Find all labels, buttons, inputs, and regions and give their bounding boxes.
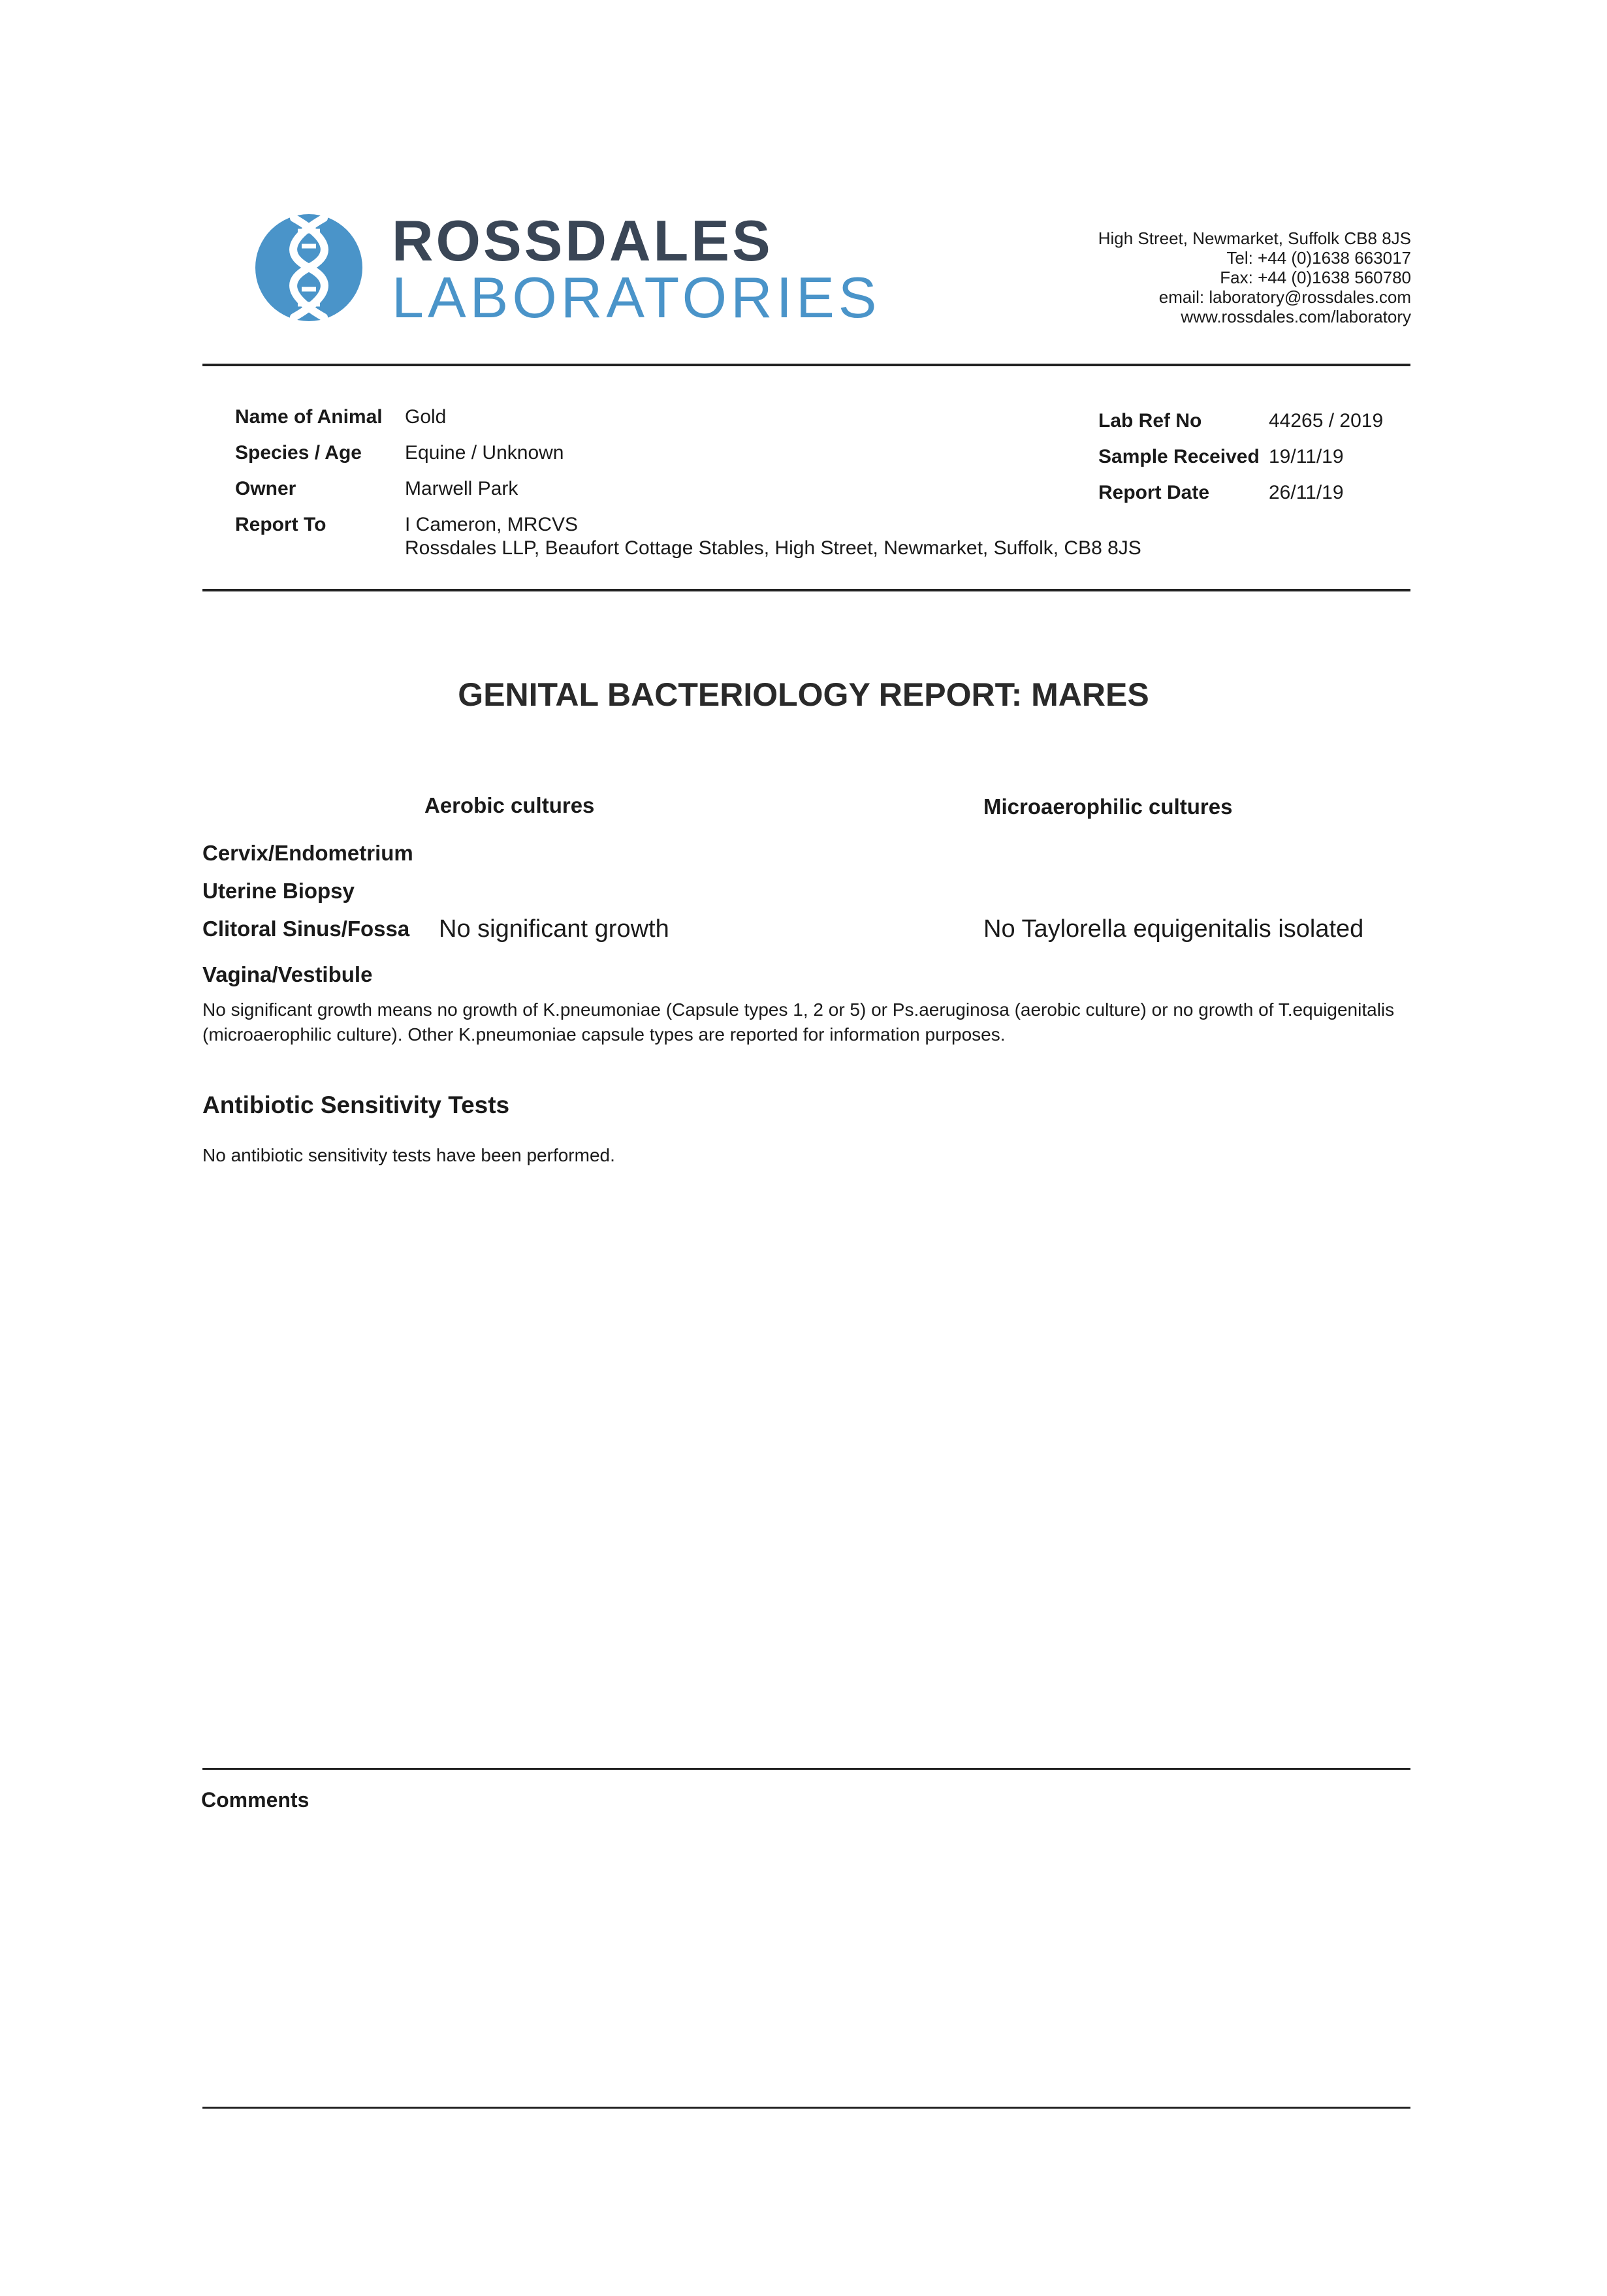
sample-received-value: 19/11/19 xyxy=(1269,446,1344,467)
dna-logo-icon xyxy=(253,210,364,324)
aerobic-result: No significant growth xyxy=(439,915,669,943)
sample-received-label: Sample Received xyxy=(1098,446,1260,467)
contact-web: www.rossdales.com/laboratory xyxy=(1181,307,1411,326)
cultures-note: No significant growth means no growth of K.pneumoniae (Capsule types 1, 2 or 5) or Ps.aeruginosa (aerobic culture) or no growth of T.equigenitalis (microaerophilic culture). Other K.pneumoniae capsule types are reported for information purposes. xyxy=(202,999,1395,1045)
report-date-value: 26/11/19 xyxy=(1269,482,1344,503)
lab-ref-label: Lab Ref No xyxy=(1098,410,1202,432)
report-title: GENITAL BACTERIOLOGY REPORT: MARES xyxy=(458,676,1149,713)
contact-block xyxy=(1098,228,1411,326)
contact-email: email: laboratory@rossdales.com xyxy=(1158,287,1411,307)
owner-value: Marwell Park xyxy=(405,478,518,499)
animal-name-value: Gold xyxy=(405,406,447,428)
comments-top-divider xyxy=(202,1768,1410,1770)
comments-bottom-divider xyxy=(202,2107,1410,2109)
owner-label: Owner xyxy=(235,478,296,499)
contact-address: High Street, Newmarket, Suffolk CB8 8JS xyxy=(1098,228,1411,248)
site-cervix-endometrium: Cervix/Endometrium xyxy=(202,841,413,865)
header-divider xyxy=(202,364,1410,366)
species-value: Equine / Unknown xyxy=(405,442,564,464)
lab-ref-value: 44265 / 2019 xyxy=(1269,410,1384,432)
site-clitoral-sinus-fossa: Clitoral Sinus/Fossa xyxy=(202,917,410,941)
contact-fax: Fax: +44 (0)1638 560780 xyxy=(1220,268,1411,287)
contact-tel: Tel: +44 (0)1638 663017 xyxy=(1226,248,1411,268)
site-uterine-biopsy: Uterine Biopsy xyxy=(202,879,355,903)
report-date-label: Report Date xyxy=(1098,482,1210,503)
details-divider xyxy=(202,589,1410,591)
report-to-label: Report To xyxy=(235,514,326,535)
report-to-line1: I Cameron, MRCVS xyxy=(405,514,579,535)
site-vagina-vestibule: Vagina/Vestibule xyxy=(202,962,373,986)
animal-name-label: Name of Animal xyxy=(235,406,383,428)
aerobic-header: Aerobic cultures xyxy=(424,793,595,817)
brand-name-line1: ROSSDALES xyxy=(392,208,773,273)
report-to-line2: Rossdales LLP, Beaufort Cottage Stables, High Street, Newmarket, Suffolk, CB8 8JS xyxy=(405,537,1141,559)
antibiotic-heading: Antibiotic Sensitivity Tests xyxy=(202,1092,510,1118)
microaerophilic-result: No Taylorella equigenitalis isolated xyxy=(983,915,1364,943)
comments-heading: Comments xyxy=(201,1788,310,1812)
microaerophilic-header: Microaerophilic cultures xyxy=(983,794,1233,819)
brand-name-line2: LABORATORIES xyxy=(392,265,881,330)
antibiotic-text: No antibiotic sensitivity tests have been performed. xyxy=(202,1145,615,1165)
species-label: Species / Age xyxy=(235,442,362,464)
